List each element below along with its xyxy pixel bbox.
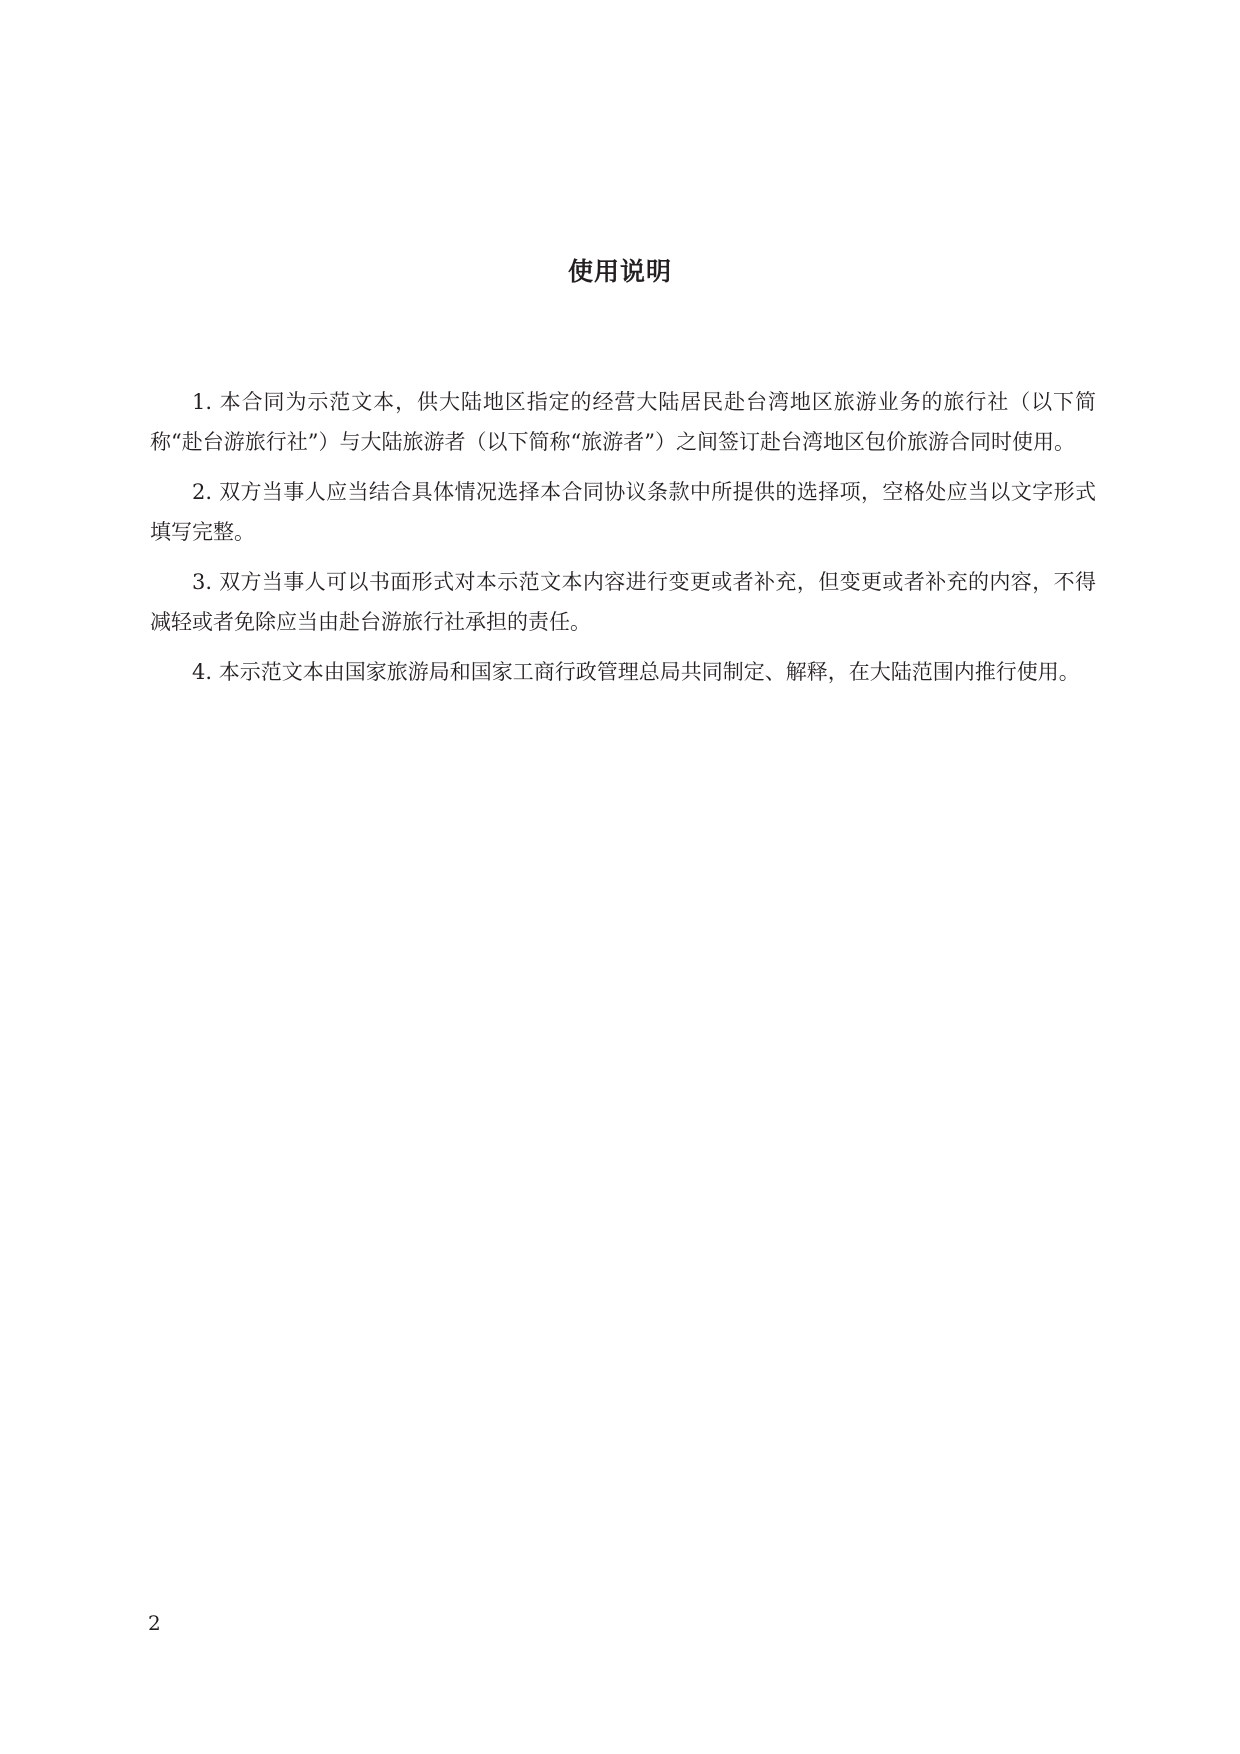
instruction-paragraph-2: 2. 双方当事人应当结合具体情况选择本合同协议条款中所提供的选择项，空格处应当以文字形式填写完整。 [150,480,1096,544]
instructions-body [150,382,1096,702]
instruction-paragraph-3: 3. 双方当事人可以书面形式对本示范文本内容进行变更或者补充，但变更或者补充的内容，不得减轻或者免除应当由赴台游旅行社承担的责任。 [150,570,1096,634]
instruction-paragraph-1: 1. 本合同为示范文本，供大陆地区指定的经营大陆居民赴台湾地区旅游业务的旅行社（以下简称“赴台游旅行社”）与大陆旅游者（以下简称“旅游者”）之间签订赴台湾地区包价旅游合同时使用。 [150,390,1096,454]
instruction-paragraph-4: 4. 本示范文本由国家旅游局和国家工商行政管理总局共同制定、解释，在大陆范围内推行使用。 [192,660,1080,684]
page-title: 使用说明 [567,257,672,286]
page-number: 2 [148,1611,161,1635]
